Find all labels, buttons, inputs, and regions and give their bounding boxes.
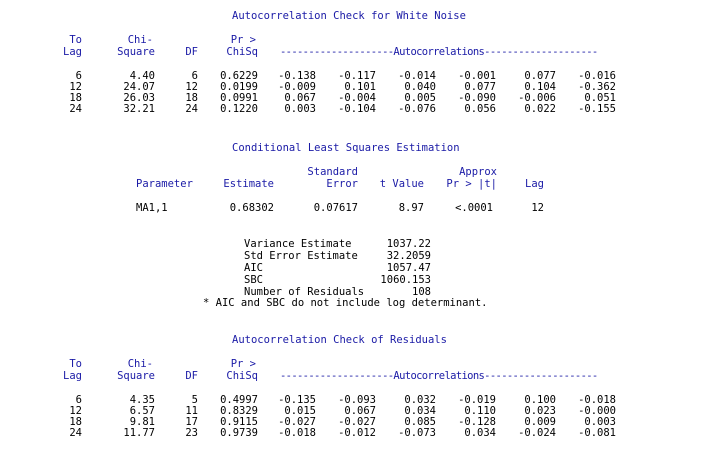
wn-row-1-ac2: -0.117 [338,70,376,82]
wn-row-1-chi-square: 4.40 [129,70,155,82]
est-parameter: MA1,1 [136,202,168,214]
res-row-2-lag: 12 [69,405,82,417]
stat-label: Std Error Estimate [244,250,358,262]
res-row-1-ac5: 0.100 [524,394,556,406]
res-header-to: To [69,358,82,370]
est-tvalue: 8.97 [398,202,424,214]
wn-row-4-ac2: -0.104 [338,103,376,115]
res-row-2-ac2: 0.067 [344,405,376,417]
res-row-1-ac2: -0.093 [338,394,376,406]
wn-row-1-df: 6 [191,70,198,82]
res-header-autocorrelations: --------------------Autocorrelations-------------------- [280,370,598,382]
res-row-2-pr-chisq: 0.8329 [220,405,258,417]
res-row-1-ac3: 0.032 [404,394,436,406]
est-header-lag: Lag [525,178,544,190]
res-row-1-ac1: -0.135 [278,394,316,406]
res-row-4-ac6: -0.081 [578,427,616,439]
wn-row-2-ac1: -0.009 [278,81,316,93]
res-row-3-df: 17 [185,416,198,428]
wn-row-3-pr-chisq: 0.0991 [220,92,258,104]
stat-label: Variance Estimate [244,238,352,250]
res-row-3-ac5: 0.009 [524,416,556,428]
wn-row-3-df: 18 [185,92,198,104]
wn-row-3-ac3: 0.005 [404,92,436,104]
est-error: 0.07617 [313,202,358,214]
res-row-3-ac4: -0.128 [458,416,496,428]
wn-row-4-ac6: -0.155 [578,103,616,115]
wn-row-4-pr-chisq: 0.1220 [220,103,258,115]
est-header-standard: Standard [307,166,358,178]
est-header-tvalue: t Value [379,178,424,190]
est-header-pr: Pr > |t| [446,178,497,190]
wn-row-1-ac3: -0.014 [398,70,436,82]
est-header-approx: Approx [459,166,497,178]
res-row-2-ac1: 0.015 [284,405,316,417]
wn-row-2-ac5: 0.104 [524,81,556,93]
stat-value: 1057.47 [386,262,431,274]
wn-row-1-pr-chisq: 0.6229 [220,70,258,82]
res-row-4-ac4: 0.034 [464,427,496,439]
res-header-lag: Lag [63,370,82,382]
res-row-2-ac4: 0.110 [464,405,496,417]
est-header-parameter: Parameter [136,178,193,190]
stat-value: 108 [412,286,431,298]
stat-label: AIC [244,262,263,274]
wn-row-4-ac1: 0.003 [284,103,316,115]
wn-row-4-df: 24 [185,103,198,115]
res-row-3-ac2: -0.027 [338,416,376,428]
res-row-4-ac3: -0.073 [398,427,436,439]
res-row-3-ac3: 0.085 [404,416,436,428]
est-header-error: Error [326,178,358,190]
res-row-4-pr-chisq: 0.9739 [220,427,258,439]
aic-note: * AIC and SBC do not include log determinant. [203,297,488,309]
wn-row-3-ac5: -0.006 [518,92,556,104]
res-row-4-chi-square: 11.77 [123,427,155,439]
wn-row-2-ac3: 0.040 [404,81,436,93]
wn-header-square: Square [117,46,155,58]
wn-row-2-ac4: 0.077 [464,81,496,93]
wn-row-4-lag: 24 [69,103,82,115]
res-row-3-chi-square: 9.81 [129,416,155,428]
res-row-1-df: 5 [191,394,198,406]
stat-label: SBC [244,274,263,286]
wn-row-2-ac6: -0.362 [578,81,616,93]
wn-header-to: To [69,34,82,46]
wn-row-4-ac4: 0.056 [464,103,496,115]
white-noise-title: Autocorrelation Check for White Noise [232,10,466,22]
wn-header-chi: Chi- [127,34,153,46]
wn-row-1-ac4: -0.001 [458,70,496,82]
res-row-2-chi-square: 6.57 [129,405,155,417]
res-header-square: Square [117,370,155,382]
res-row-3-pr-chisq: 0.9115 [220,416,258,428]
wn-row-4-ac5: 0.022 [524,103,556,115]
wn-row-2-ac2: 0.101 [344,81,376,93]
wn-row-3-ac2: -0.004 [338,92,376,104]
wn-row-4-ac3: -0.076 [398,103,436,115]
est-estimate: 0.68302 [229,202,274,214]
wn-row-2-pr-chisq: 0.0199 [220,81,258,93]
wn-header-lag: Lag [63,46,82,58]
wn-row-3-chi-square: 26.03 [123,92,155,104]
res-row-4-df: 23 [185,427,198,439]
res-row-4-ac5: -0.024 [518,427,556,439]
res-row-1-pr-chisq: 0.4997 [220,394,258,406]
res-row-3-ac1: -0.027 [278,416,316,428]
stat-label: Number of Residuals [244,286,365,298]
res-header-chisq: ChiSq [226,370,258,382]
res-header-pr: Pr > [230,358,256,370]
res-row-4-lag: 24 [69,427,82,439]
stat-value: 32.2059 [386,250,431,262]
stat-value: 1060.153 [380,274,431,286]
wn-row-2-lag: 12 [69,81,82,93]
wn-row-3-lag: 18 [69,92,82,104]
wn-row-1-lag: 6 [75,70,82,82]
est-lag: 12 [531,202,544,214]
est-pr: <.0001 [455,202,493,214]
wn-row-1-ac6: -0.016 [578,70,616,82]
res-row-1-chi-square: 4.35 [129,394,155,406]
residuals-title: Autocorrelation Check of Residuals [232,334,447,346]
res-row-2-ac5: 0.023 [524,405,556,417]
res-header-chi: Chi- [127,358,153,370]
res-header-df: DF [185,370,198,382]
res-row-2-ac6: -0.000 [578,405,616,417]
res-row-1-ac4: -0.019 [458,394,496,406]
wn-header-chisq: ChiSq [226,46,258,58]
wn-row-3-ac4: -0.090 [458,92,496,104]
wn-row-2-chi-square: 24.07 [123,81,155,93]
wn-header-df: DF [185,46,198,58]
wn-row-1-ac1: -0.138 [278,70,316,82]
res-row-2-df: 11 [185,405,198,417]
est-header-estimate: Estimate [223,178,274,190]
wn-row-2-df: 12 [185,81,198,93]
res-row-3-ac6: 0.003 [584,416,616,428]
res-row-3-lag: 18 [69,416,82,428]
wn-row-4-chi-square: 32.21 [123,103,155,115]
wn-row-3-ac1: 0.067 [284,92,316,104]
wn-header-autocorrelations: --------------------Autocorrelations-------------------- [280,46,598,58]
wn-row-3-ac6: 0.051 [584,92,616,104]
res-row-4-ac1: -0.018 [278,427,316,439]
res-row-1-lag: 6 [75,394,82,406]
stat-value: 1037.22 [386,238,431,250]
res-row-2-ac3: 0.034 [404,405,436,417]
res-row-1-ac6: -0.018 [578,394,616,406]
res-row-4-ac2: -0.012 [338,427,376,439]
wn-row-1-ac5: 0.077 [524,70,556,82]
estimation-title: Conditional Least Squares Estimation [232,142,460,154]
wn-header-pr: Pr > [230,34,256,46]
